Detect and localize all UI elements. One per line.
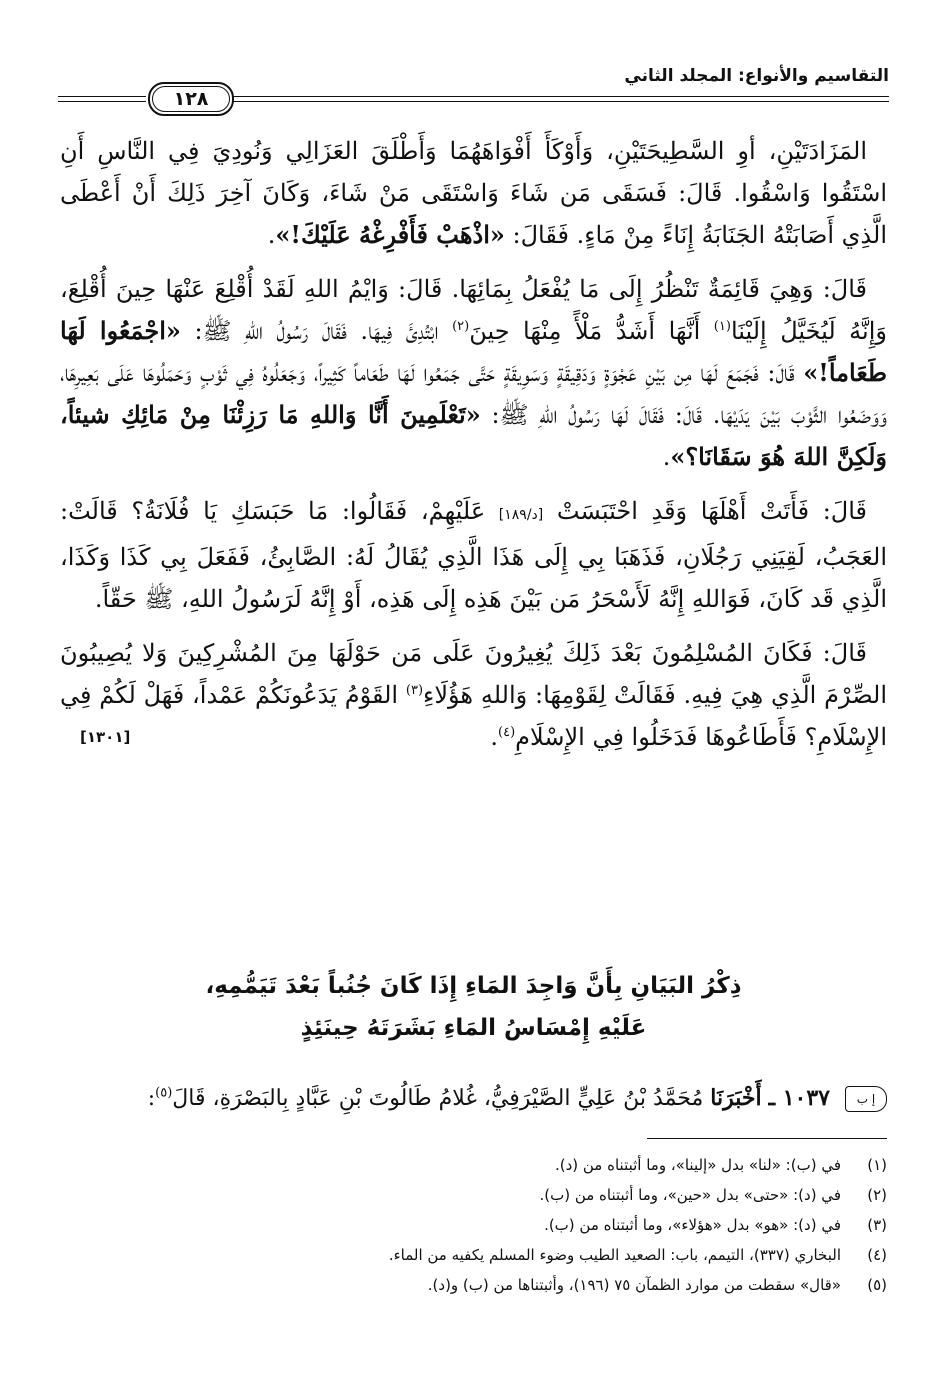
footnote-number: (١) bbox=[867, 1156, 887, 1174]
footnote-marker[interactable]: (٤) bbox=[498, 725, 516, 740]
footnote-marker[interactable]: (٥) bbox=[155, 1085, 173, 1101]
footnote-number: (٢) bbox=[867, 1186, 887, 1204]
footnote-item bbox=[60, 1270, 887, 1300]
footnote-number: (٤) bbox=[867, 1246, 887, 1264]
footnote-text: «قال» سقطت من موارد الظمآن ٧٥ (١٩٦)، وأثبتناها من (ب) و(د). bbox=[427, 1276, 841, 1294]
chapter-heading-line-1: ذِكْرُ البَيَانِ بِأَنَّ وَاجِدَ المَاءِ إِذَا كَانَ جُنُباً بَعْدَ تَيَمُّمِهِ، bbox=[205, 973, 742, 999]
footnote-item bbox=[60, 1180, 887, 1210]
text-run: قَالَ: فَجَمَعَ لَهَا مِن بَيْنِ عَجْوَةٍ وَدَقِيقَةٍ وَسَوِيقَةٍ حَتَّى جَمَعُوا لَهَا طَعَاماً كَثِيراً، وَجَعَلُوهُ فِي ثَوْبٍ وَحَمَلُوهَا عَلَى بَعِيرِهَا، وَوَضَعُوا الثَّوْبَ بَيْنَ يَدَيْهَا. قَالَ: فَقَالَ لَهَا رَسُولُ اللهِ ﷺ: bbox=[60, 359, 887, 429]
footnotes bbox=[60, 1150, 887, 1300]
page-number: ١٢٨ bbox=[173, 88, 209, 110]
text-run: أَنَّهَا أَشَدُّ مَلْأً مِنْهَا حِينَ bbox=[469, 317, 701, 345]
text-run: . bbox=[662, 443, 671, 471]
footnote-text: في (د): «هو» بدل «هؤلاء»، وما أثبتناه من (ب). bbox=[544, 1216, 841, 1234]
footnote-text: البخاري (٣٣٧)، التيمم، باب: الصعيد الطيب وضوء المسلم يكفيه من الماء. bbox=[388, 1246, 841, 1264]
hadith-opening bbox=[60, 1078, 887, 1119]
page-header bbox=[58, 64, 889, 120]
chapter-heading-line-2: عَلَيْهِ إِمْسَاسُ المَاءِ بَشَرَتَهُ حِينَئِذٍ bbox=[300, 1015, 647, 1041]
footnote-number: (٣) bbox=[867, 1216, 887, 1234]
manuscript-ref: [د/١٨٩] bbox=[498, 507, 544, 523]
footnote-item bbox=[60, 1150, 887, 1180]
prophet-quote: «اذْهَبْ فَأَفْرِغْهُ عَلَيْكَ!» bbox=[275, 220, 505, 249]
text-run: قَالَ: فَأَتَتْ أَهْلَهَا وَقَدِ احْتَبَسَتْ bbox=[556, 497, 868, 525]
text-run: : bbox=[147, 1086, 156, 1111]
footnote-item bbox=[60, 1240, 887, 1270]
header-rule-left bbox=[58, 96, 146, 102]
header-rule-right bbox=[232, 96, 889, 102]
text-run: . bbox=[490, 723, 499, 751]
footnote-marker[interactable]: (٢) bbox=[452, 319, 470, 334]
chapter-heading bbox=[60, 965, 887, 1049]
paragraph-3 bbox=[60, 490, 887, 620]
text-run: القَوْمُ يَدَعُونَكُمْ عَمْداً، فَهَلْ لَكُمْ فِي الإِسْلَامِ؟ فَأَطَاعُوهَا فَدَخَلُوا فِي الإِسْلَامِ bbox=[60, 681, 887, 751]
prophet-quote: «تَعْلَمِينَ أَنَّا وَاللهِ مَا رَزِئْنَا مِنْ مَائِكِ شيئاً، وَلَكِنَّ اللهَ هُوَ سَقَانَا؟» bbox=[60, 400, 887, 471]
main-text bbox=[60, 130, 887, 770]
page-number-badge bbox=[148, 82, 234, 116]
footnote-separator bbox=[647, 1138, 887, 1139]
hadith-number: ١٠٣٧ ـ bbox=[768, 1085, 830, 1111]
paragraph-4 bbox=[60, 632, 887, 758]
paragraph-2 bbox=[60, 268, 887, 478]
hadith-chain: مُحَمَّدُ بْنُ عَلِيٍّ الصَّيْرَفِيُّ، غُلامُ طَالُوتَ بْنِ عَبَّادٍ بِالبَصْرَةِ، قَالَ bbox=[172, 1086, 704, 1111]
hadith-cross-ref: [١٣٠١] bbox=[80, 728, 131, 746]
text-run: قَالَ: فَكَانَ المُسْلِمُونَ بَعْدَ ذَلِكَ يُغِيرُونَ عَلَى مَن حَوْلَهَا مِنَ المُشْرِكِينَ وَلا يُصِيبُونَ الصِّرْمَ الَّذِي هِيَ فِيهِ. فَقَالَتْ لِقَوْمِهَا: وَاللهِ هَؤُلَاءِ bbox=[60, 639, 887, 709]
footnote-number: (٥) bbox=[867, 1276, 887, 1294]
text-run: . bbox=[267, 221, 276, 249]
text-run: ابْتُدِئَ فِيهَا. فَقَالَ رَسُولُ اللهِ ﷺ: bbox=[194, 317, 439, 345]
hadith-akhbarana: أَخْبَرَنَا bbox=[710, 1085, 762, 1111]
text-run: قَالَ: وَهِيَ قَائِمَةٌ تَنْظُرُ إِلَى مَا يُفْعَلُ بِمَائِهَا. قَالَ: وَايْمُ اللهِ لَقَدْ أُقْلِعَ عَنْهَا حِينَ أُقْلِعَ، وَإِنَّهُ لَيُخَيَّلُ إِلَيْنَا bbox=[60, 275, 887, 345]
paragraph-1 bbox=[60, 130, 887, 256]
footnote-text: في (د): «حتى» بدل «حين»، وما أثبتناه من (ب). bbox=[539, 1186, 841, 1204]
footnote-item bbox=[60, 1210, 887, 1240]
running-title: التقاسيم والأنواع: المجلد الثاني bbox=[624, 66, 889, 86]
prophet-quote: «اجْمَعُوا لَهَا طَعَاماً!» bbox=[60, 316, 887, 387]
text-run: المَزَادَتَيْنِ، أوِ السَّطِيحَتَيْنِ، وَأَوْكَأَ أَفْوَاهَهُمَا وَأَطْلَقَ العَزَالِي وَنُودِيَ فِي النَّاسِ أَنِ اسْتَقُوا وَاسْقُوا. قَالَ: فَسَقَى مَن شَاءَ وَاسْتَقَى مَنْ شَاءَ، وَكَانَ آخِرَ ذَلِكَ أَنْ أَعْطَى الَّذِي أَصَابَتْهُ الجَنَابَةُ إِنَاءً مِنْ مَاءٍ. فَقَالَ: bbox=[60, 137, 887, 249]
footnote-marker[interactable]: (١) bbox=[713, 319, 731, 334]
footnote-text: في (ب): «لنا» بدل «إلينا»، وما أثبتناه من (د). bbox=[554, 1156, 841, 1174]
hadith-marker-icon: إ ب bbox=[845, 1086, 887, 1112]
text-run: عَلَيْهِمْ، فَقَالُوا: مَا حَبَسَكِ يَا فُلَانَةُ؟ قَالَتْ: العَجَبُ، لَقِيَنِي رَجُلَانِ، فَذَهَبَا بِي إِلَى هَذَا الَّذِي يُقَالُ لَهُ: الصَّابِئُ، فَفَعَلَ بِي كَذَا وَكَذَا، الَّذِي قَد كَانَ، فَوَاللهِ إِنَّهُ لَأَسْحَرُ مَن بَيْنَ هَذِه إِلَى هَذِه، أَوْ إِنَّهُ لَرَسُولُ اللهِ، ﷺ حَقّاً. bbox=[60, 497, 887, 613]
footnote-marker[interactable]: (٣) bbox=[405, 683, 424, 698]
